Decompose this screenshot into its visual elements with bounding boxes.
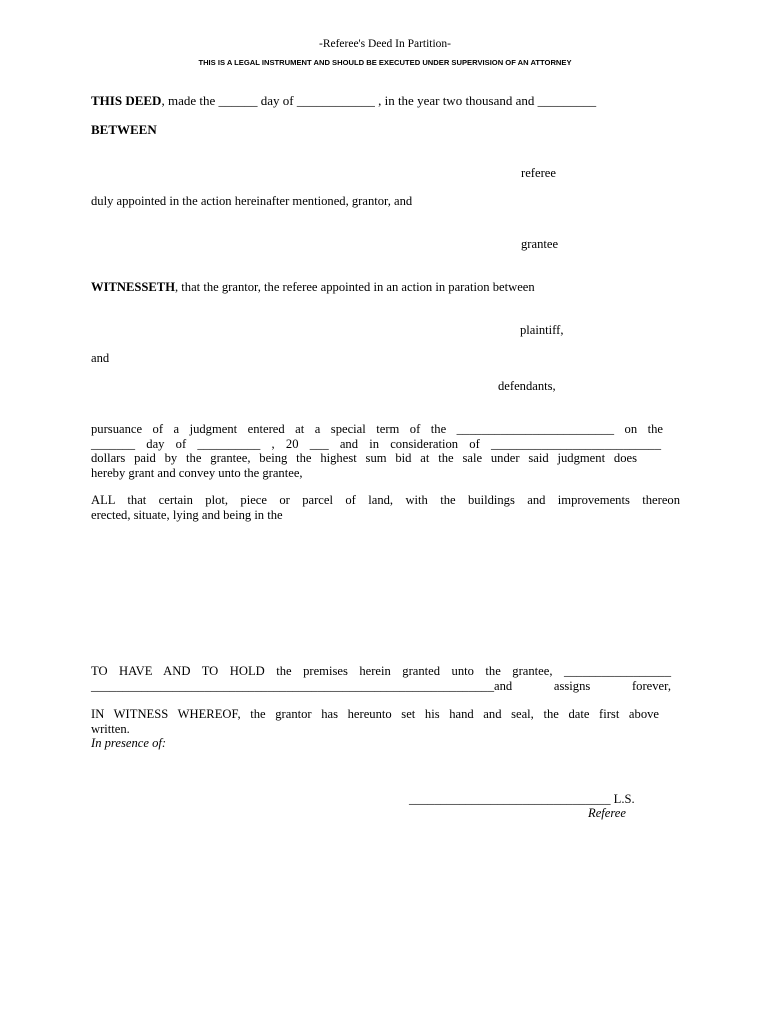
witnesseth-line [91, 280, 535, 295]
signature-line: ________________________________ L.S. [409, 792, 635, 806]
plot-paragraph [91, 493, 680, 522]
witnesseth-heading: WITNESSETH [91, 280, 175, 294]
judgment-line-3: dollars paid by the grantee, being the highest sum bid at the sale under said judgment does [91, 451, 637, 465]
in-presence-label: In presence of: [91, 736, 167, 750]
judgment-line-2: _______ day of __________ , 20 ___ and in consideration of ___________________________ [91, 436, 661, 451]
deed-intro-text: , made the ______ day of ____________ , in the year two thousand and _________ [161, 93, 597, 108]
referee-label: referee [521, 166, 556, 180]
witness-line-1: IN WITNESS WHEREOF, the grantor has hereunto set his hand and seal, the date first above [91, 707, 659, 721]
habendum-paragraph [91, 664, 671, 693]
judgment-line-4: hereby grant and convey unto the grantee, [91, 465, 303, 480]
habendum-line-1: TO HAVE AND TO HOLD the premises herein granted unto the grantee, _________________ [91, 664, 671, 678]
deed-intro-line [91, 94, 596, 109]
signature-label: Referee [588, 806, 626, 820]
grantee-label: grantee [521, 237, 559, 251]
habendum-line-2: ________________________________________________________________and assigns forever, [91, 678, 671, 693]
this-deed-heading: THIS DEED [91, 93, 162, 108]
defendants-label: defendants, [498, 379, 556, 393]
plot-line-1: ALL that certain plot, piece or parcel of land, with the buildings and improvements thereon [91, 493, 680, 507]
duly-appointed-text: duly appointed in the action hereinafter mentioned, grantor, and [91, 194, 413, 208]
between-heading: BETWEEN [91, 122, 157, 137]
plot-line-2: erected, situate, lying and being in the [91, 507, 283, 522]
witness-paragraph [91, 707, 659, 751]
witness-line-2: written. [91, 721, 130, 736]
and-label: and [91, 351, 110, 365]
plaintiff-label: plaintiff, [520, 323, 564, 337]
legal-notice: THIS IS A LEGAL INSTRUMENT AND SHOULD BE EXECUTED UNDER SUPERVISION OF AN ATTORNEY [198, 58, 572, 67]
judgment-paragraph [91, 422, 663, 480]
judgment-line-1: pursuance of a judgment entered at a special term of the _________________________ on the [91, 422, 663, 436]
witnesseth-text: , that the grantor, the referee appointed in an action in paration between [175, 280, 535, 294]
document-title: -Referee's Deed In Partition- [318, 38, 452, 50]
